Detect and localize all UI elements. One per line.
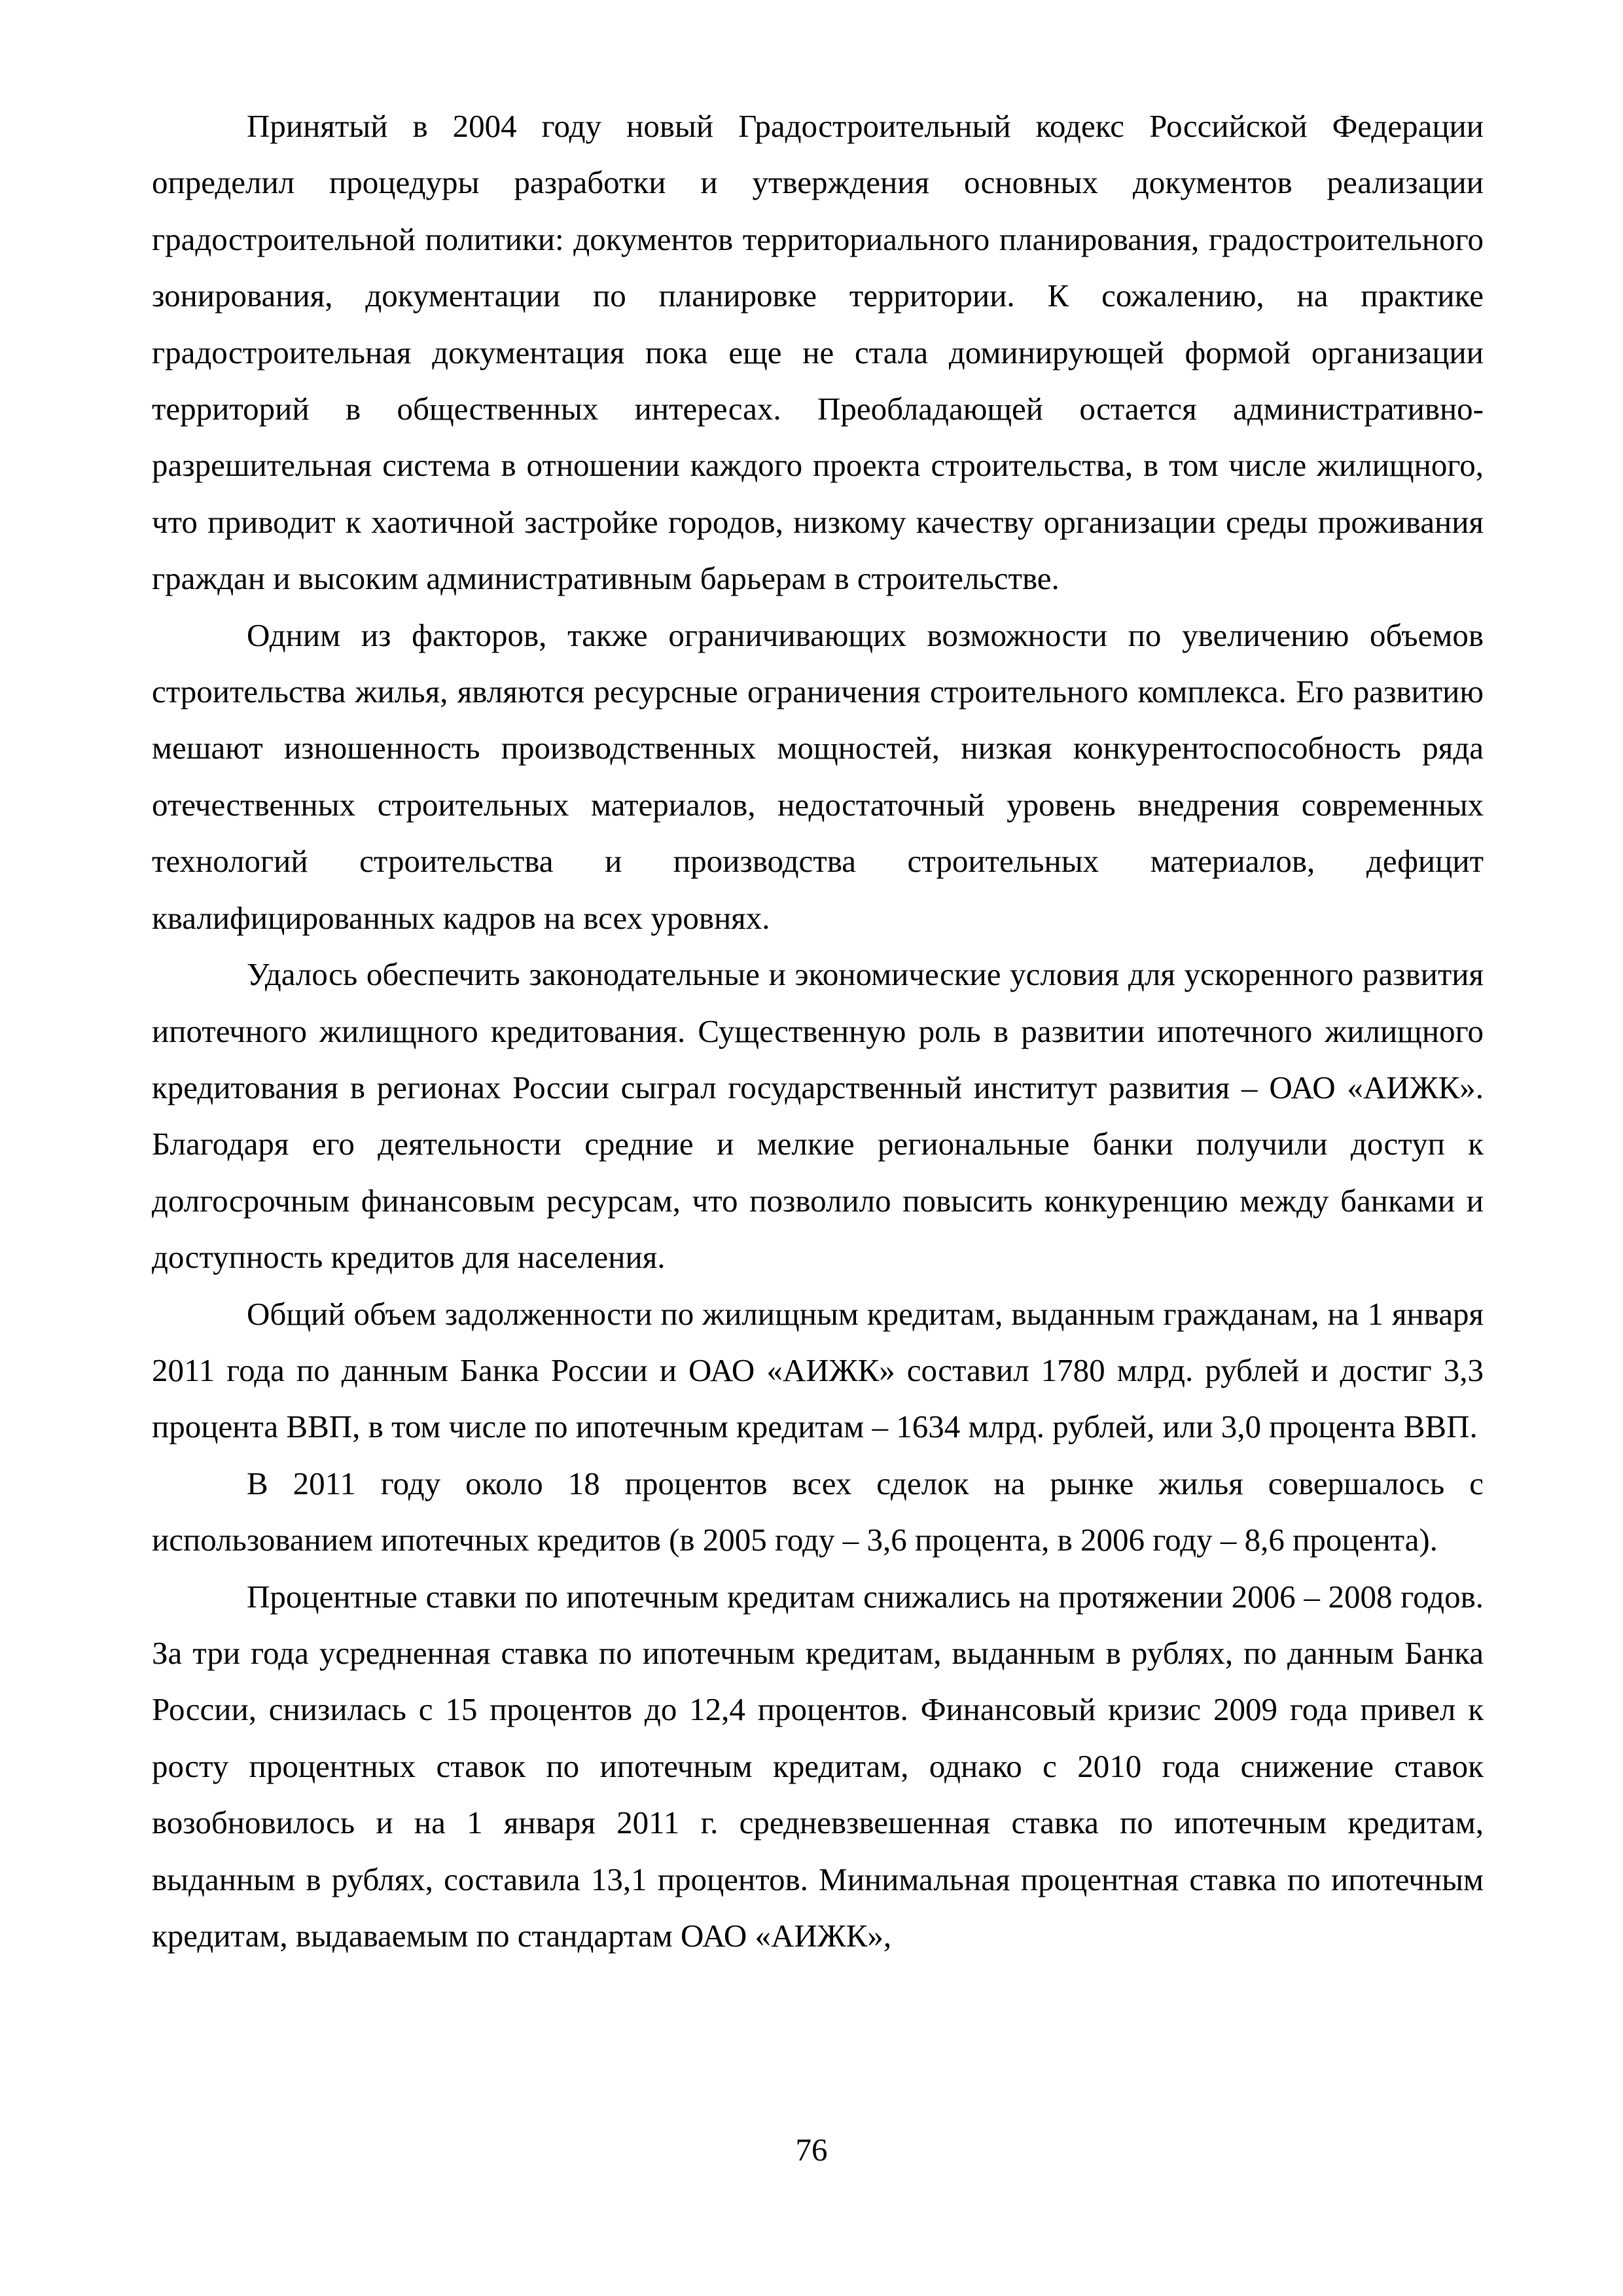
- paragraph-debt-volume: Общий объем задолженности по жилищным кредитам, выданным гражданам, на 1 января 2011 года по данным Банка России и ОАО «АИЖК» составил 1780 млрд. рублей и достиг 3,3 процента ВВП, в том числе по ипотечным кредитам – 1634 млрд. рублей, или 3,0 процента ВВП.: [152, 1295, 1484, 1445]
- paragraph-urban-planning-code: Принятый в 2004 году новый Градостроительный кодекс Российской Федерации определил процедуры разработки и утверждения основных документов реализации градостроительной политики: документов территориального планирования, градостроительного зонирования, документации по планировке территории. К сожалению, на практике градостроительная документация пока еще не стала доминирующей формой организации территорий в общественных интересах. Преобладающей остается административно-разрешительная система в отношении каждого проекта строительства, в том числе жилищного, что приводит к хаотичной застройке городов, низкому качеству организации среды проживания граждан и высоким административным барьерам в строительстве.: [152, 108, 1484, 597]
- page-number: 76: [795, 2132, 828, 2168]
- paragraph-mortgage-deals-share: В 2011 году около 18 процентов всех сделок на рынке жилья совершалось с использованием ипотечных кредитов (в 2005 году – 3,6 процента, в 2006 году – 8,6 процента).: [152, 1465, 1484, 1558]
- body-text: [152, 98, 1484, 1964]
- paragraph-mortgage-development: Удалось обеспечить законодательные и экономические условия для ускоренного развития ипотечного жилищного кредитования. Существенную роль в развитии ипотечного жилищного кредитования в регионах России сыграл государственный институт развития – ОАО «АИЖК». Благодаря его деятельности средние и мелкие региональные банки получили доступ к долгосрочным финансовым ресурсам, что позволило повысить конкуренцию между банками и доступность кредитов для населения.: [152, 956, 1484, 1276]
- paragraph-interest-rates: Процентные ставки по ипотечным кредитам снижались на протяжении 2006 – 2008 годов. За три года усредненная ставка по ипотечным кредитам, выданным в рублях, по данным Банка России, снизилась с 15 процентов до 12,4 процентов. Финансовый кризис 2009 года привел к росту процентных ставок по ипотечным кредитам, однако с 2010 года снижение ставок возобновилось и на 1 января 2011 г. средневзвешенная ставка по ипотечным кредитам, выданным в рублях, составила 13,1 процентов. Минимальная процентная ставка по ипотечным кредитам, выдаваемым по стандартам ОАО «АИЖК»,: [152, 1578, 1484, 1954]
- paragraph-resource-constraints: Одним из факторов, также ограничивающих возможности по увеличению объемов строительства жилья, являются ресурсные ограничения строительного комплекса. Его развитию мешают изношенность производственных мощностей, низкая конкурентоспособность ряда отечественных строительных материалов, недостаточный уровень внедрения современных технологий строительства и производства строительных материалов, дефицит квалифицированных кадров на всех уровнях.: [152, 617, 1484, 936]
